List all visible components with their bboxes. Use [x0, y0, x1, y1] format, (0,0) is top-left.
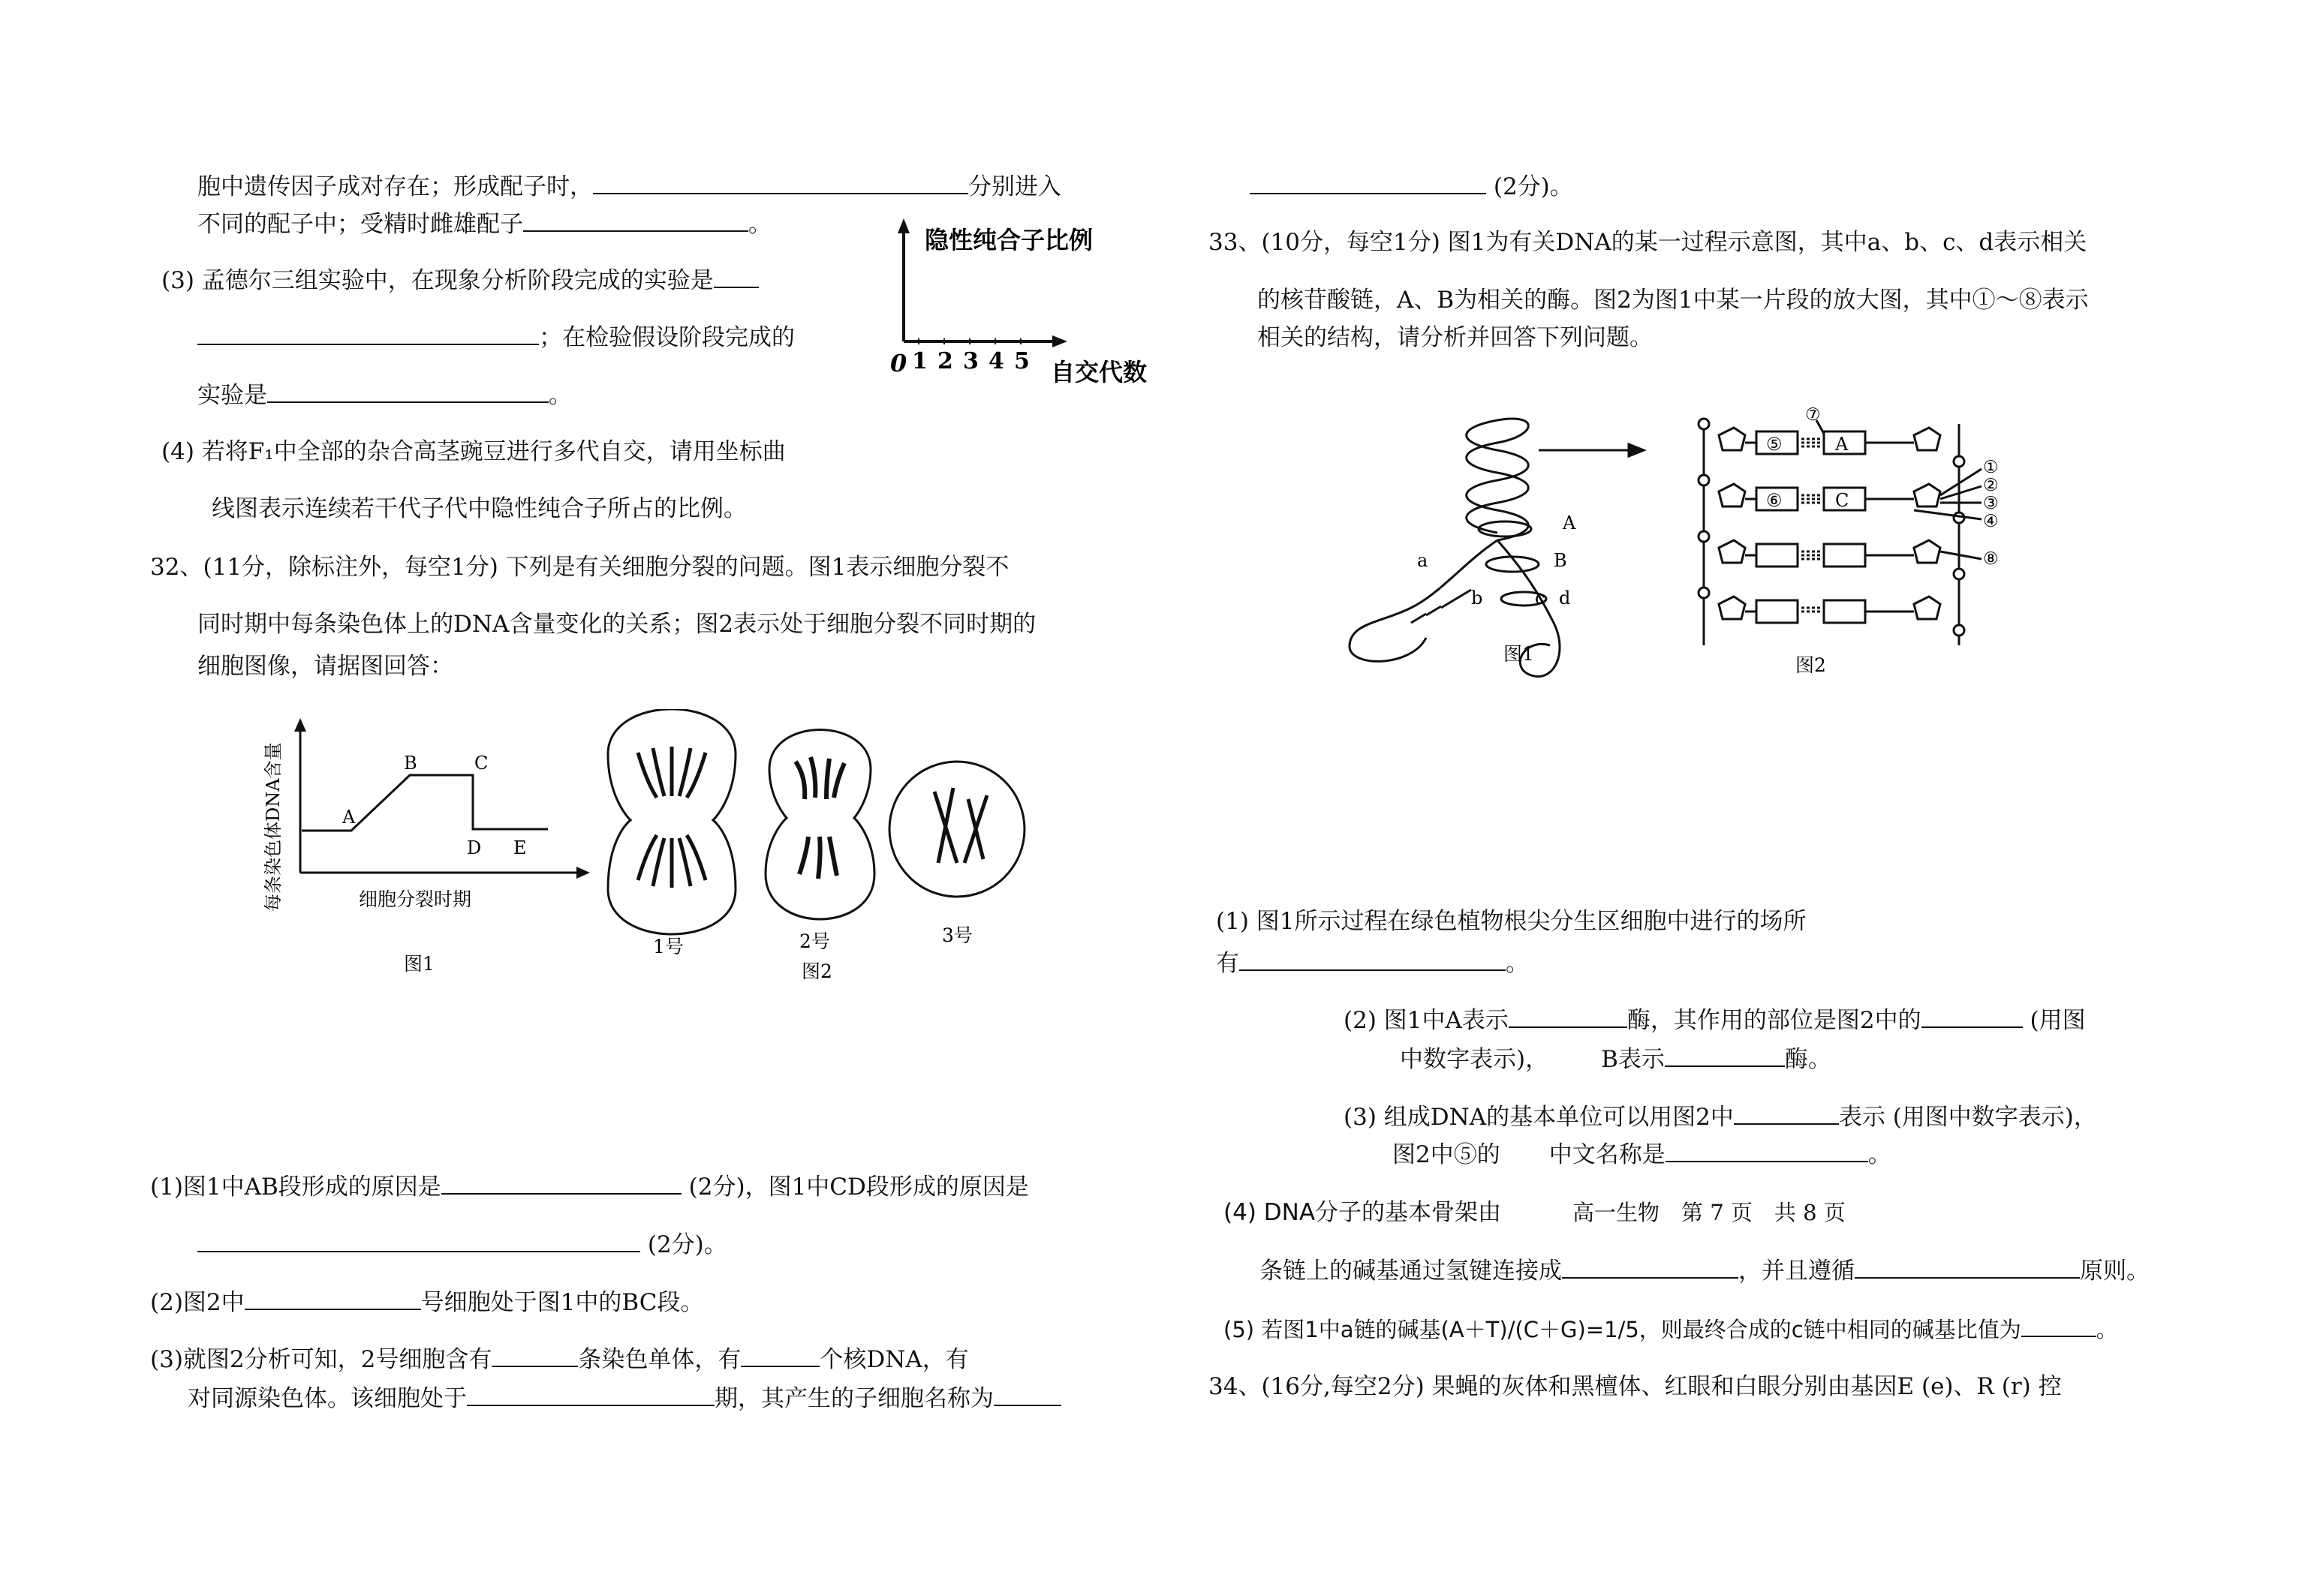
dna-figure	[1336, 398, 2222, 690]
ratio-ylabel: 隐性纯合子比例	[925, 226, 1094, 254]
blank[interactable]	[267, 379, 549, 403]
blank[interactable]	[1666, 1138, 1868, 1162]
num-4: ④	[1983, 512, 1999, 531]
box-C: C	[1835, 490, 1849, 511]
blank[interactable]	[1665, 1043, 1785, 1067]
line-q32b: 同时期中每条染色体上的DNA含量变化的关系；图2表示处于细胞分裂不同时期的	[197, 611, 1037, 638]
line-p4b: 条链上的碱基通过氢键连接成 ，并且遵循 原则。	[1259, 1255, 2150, 1286]
ratio-tick-label: 3	[963, 348, 979, 374]
box-A: A	[1835, 434, 1849, 455]
ratio-origin: 0	[890, 349, 907, 377]
cell-1	[608, 709, 736, 957]
line-s3b: 对同源染色体。该细胞处于 期，其产生的子细胞名称为	[188, 1382, 1061, 1414]
question-34: 34、(16分,每空2分) 果蝇的灰体和黑檀体、红眼和白眼分别由基因E (e)、R (r) 控	[1208, 1373, 2062, 1400]
label-c: c	[1535, 588, 1545, 609]
blank[interactable]	[523, 208, 748, 232]
line-p1a: (1) 图1所示过程在绿色植物根尖分生区细胞中进行的场所	[1216, 908, 1807, 935]
ratio-graph	[886, 214, 1171, 394]
line-q4b: 线图表示连续若干代子代中隐性纯合子所占的比例。	[212, 495, 747, 522]
blank[interactable]	[197, 321, 539, 345]
ratio-xlabel: 自交代数	[1051, 358, 1148, 386]
line-r0: (2分)。	[1250, 170, 1573, 202]
label-a: a	[1417, 550, 1428, 571]
line-s2: (2)图2中 号细胞处于图1中的BC段。	[150, 1286, 703, 1318]
blank[interactable]	[994, 1382, 1061, 1406]
line-q3c: 实验是 。	[197, 379, 572, 410]
blank[interactable]	[197, 1228, 640, 1252]
line-s1: (1)图1中AB段形成的原因是 (2分)，图1中CD段形成的原因是	[150, 1171, 1029, 1202]
blank[interactable]	[245, 1286, 421, 1310]
ratio-tick-label: 5	[1014, 348, 1030, 374]
box-5: ⑤	[1766, 434, 1783, 455]
point-c: C	[474, 753, 489, 774]
point-a: A	[342, 807, 356, 828]
blank[interactable]	[492, 1343, 578, 1367]
blank[interactable]	[1250, 170, 1486, 194]
blank[interactable]	[1509, 1004, 1627, 1028]
blank[interactable]	[714, 264, 759, 288]
line-q3b: ；在检验假设阶段完成的	[197, 321, 795, 353]
fig32-caption1: 图1	[404, 953, 435, 975]
ratio-ticks	[912, 338, 1030, 374]
line-l1: 胞中遗传因子成对存在；形成配子时， 分别进入	[197, 170, 1061, 202]
blank[interactable]	[2021, 1313, 2096, 1337]
line-q3: (3) 孟德尔三组实验中，在现象分析阶段完成的实验是	[161, 264, 759, 296]
line-q33c: 相关的结构，请分析并回答下列问题。	[1257, 324, 1653, 351]
box-6: ⑥	[1766, 490, 1783, 511]
blank[interactable]	[1855, 1255, 2080, 1279]
label-d: d	[1559, 588, 1571, 609]
label-b: b	[1471, 588, 1483, 609]
blank[interactable]	[1562, 1255, 1738, 1279]
point-b: B	[404, 753, 417, 774]
blank[interactable]	[441, 1171, 682, 1195]
line-s1c: (2分)。	[197, 1228, 727, 1260]
num-3: ③	[1983, 494, 1999, 513]
num-2: ②	[1983, 476, 1999, 495]
line-p2: (2) 图1中A表示 酶，其作用的部位是图2中的 (用图	[1344, 1004, 2086, 1035]
point-d: D	[467, 837, 482, 858]
label-A: A	[1563, 512, 1576, 534]
question-32: 32、(11分，除标注外，每空1分) 下列是有关细胞分裂的问题。图1表示细胞分裂不	[150, 554, 1010, 581]
line-p5: (5) 若图1中a链的碱基(A＋T)/(C＋G)=1/5，则最终合成的c链中相同的碱基比值为 。	[1223, 1313, 2118, 1345]
line-p3b: 图2中⑤的 中文名称是 。	[1392, 1138, 1891, 1170]
cell-2-label: 2号	[799, 930, 830, 952]
blank[interactable]	[593, 170, 968, 194]
page-footer: 高一生物 第 7 页 共 8 页	[1572, 1200, 1846, 1225]
num-7: ⑦	[1805, 405, 1821, 425]
line-l2: 不同的配子中；受精时雌雄配子 。	[197, 208, 772, 239]
blank[interactable]	[741, 1343, 820, 1367]
fig32-caption2: 图2	[802, 960, 832, 982]
cell-1-label: 1号	[653, 936, 684, 957]
num-1: ①	[1983, 458, 1999, 477]
dna-caption2: 图2	[1795, 654, 1826, 676]
line-p3: (3) 组成DNA的基本单位可以用图2中 表示 (用图中数字表示)，	[1344, 1101, 2097, 1132]
cell-3-label: 3号	[942, 924, 973, 946]
line-s3: (3)就图2分析可知，2号细胞含有 条染色单体，有 个核DNA，有	[150, 1343, 969, 1375]
question-33: 33、(10分，每空1分) 图1为有关DNA的某一过程示意图，其中a、b、c、d表示相关	[1208, 229, 2087, 256]
blank[interactable]	[467, 1382, 715, 1406]
ratio-tick-label: 2	[937, 348, 953, 374]
fig32-ylabel: 每条染色体DNA含量	[263, 742, 284, 912]
blank[interactable]	[1239, 947, 1506, 971]
line-q32c: 细胞图像，请据图回答：	[197, 653, 453, 680]
line-p1b: 有 。	[1216, 947, 1529, 978]
ratio-tick-label: 4	[989, 348, 1004, 374]
dna-fig1	[1350, 419, 1644, 677]
fig32-xlabel: 细胞分裂时期	[359, 888, 472, 910]
cell-3	[889, 762, 1025, 946]
line-p2b: 中数字表示)， B表示 酶。	[1400, 1043, 1831, 1075]
dna-caption1: 图1	[1503, 643, 1534, 665]
fig32	[248, 709, 1088, 994]
blank[interactable]	[1921, 1004, 2023, 1028]
cell-2	[766, 730, 874, 983]
line-p4a: (4) DNA分子的基本骨架由	[1223, 1199, 1502, 1226]
label-B: B	[1554, 550, 1567, 571]
ratio-tick-label: 1	[912, 348, 928, 374]
num-8: ⑧	[1983, 549, 1999, 569]
line-q4a: (4) 若将F₁中全部的杂合高茎豌豆进行多代自交，请用坐标曲	[161, 438, 786, 465]
line-q33b: 的核苷酸链，A、B为相关的酶。图2为图1中某一片段的放大图，其中①～⑧表示	[1257, 287, 2089, 314]
blank[interactable]	[1734, 1101, 1839, 1125]
point-e: E	[513, 837, 527, 858]
